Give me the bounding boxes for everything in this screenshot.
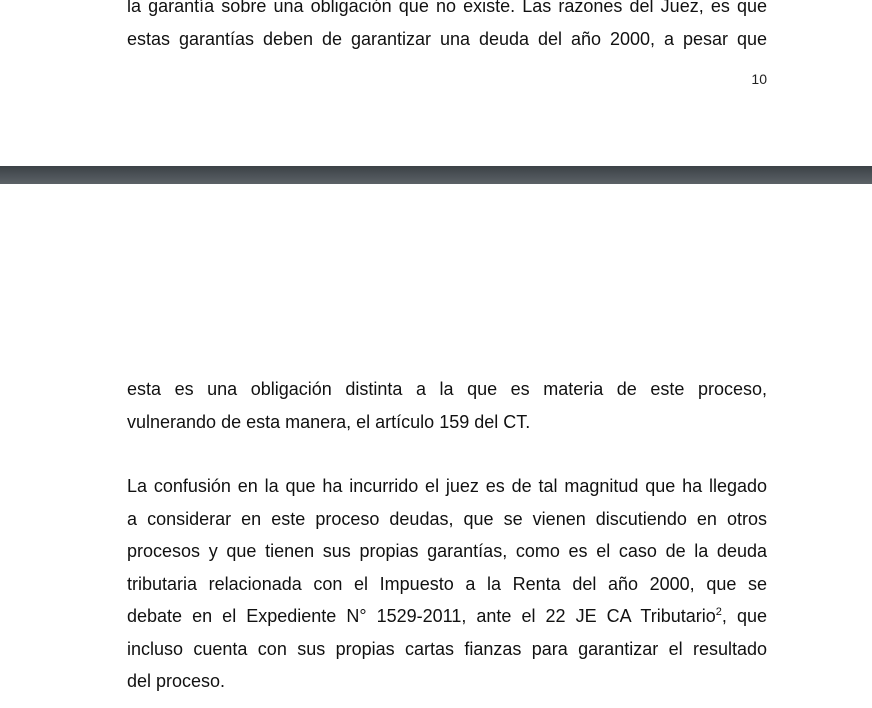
document-page-current <box>0 184 872 708</box>
text-line: tributaria relacionada con el Impuesto a la Renta del año 2000, que se <box>127 573 767 594</box>
text-line: La confusión en la que ha incurrido el juez es de tal magnitud que ha llegado <box>127 476 767 496</box>
footnote-reference[interactable]: 2 <box>715 606 722 618</box>
body-text-top <box>127 0 767 55</box>
text-line: estas garantías deben de garantizar una deuda del año 2000, a pesar que <box>127 28 767 49</box>
paragraph-2 <box>127 470 767 698</box>
text-line: vulnerando de esta manera, el artículo 159 del CT. <box>127 411 531 432</box>
text-segment: debate en el Expediente N° 1529-2011, ante el 22 JE CA Tributario <box>127 606 716 626</box>
text-line: a considerar en este proceso deudas, que se vienen discutiendo en otros <box>127 508 767 529</box>
paragraph-1 <box>127 373 767 438</box>
text-line: del proceso. <box>127 671 226 691</box>
page-number: 10 <box>751 71 767 87</box>
document-page-previous <box>0 0 872 166</box>
text-line: esta es una obligación distinta a la que es materia de este proceso, <box>127 379 767 399</box>
page-separator <box>0 166 872 184</box>
text-line-with-footnote <box>127 600 767 633</box>
text-line: la garantía sobre una obligación que no existe. Las razones del Juez, es que <box>127 0 767 16</box>
text-segment: , que <box>721 606 767 626</box>
text-line: incluso cuenta con sus propias cartas fianzas para garantizar el resultado <box>127 638 767 659</box>
text-line: procesos y que tienen sus propias garantías, como es el caso de la deuda <box>127 541 767 561</box>
